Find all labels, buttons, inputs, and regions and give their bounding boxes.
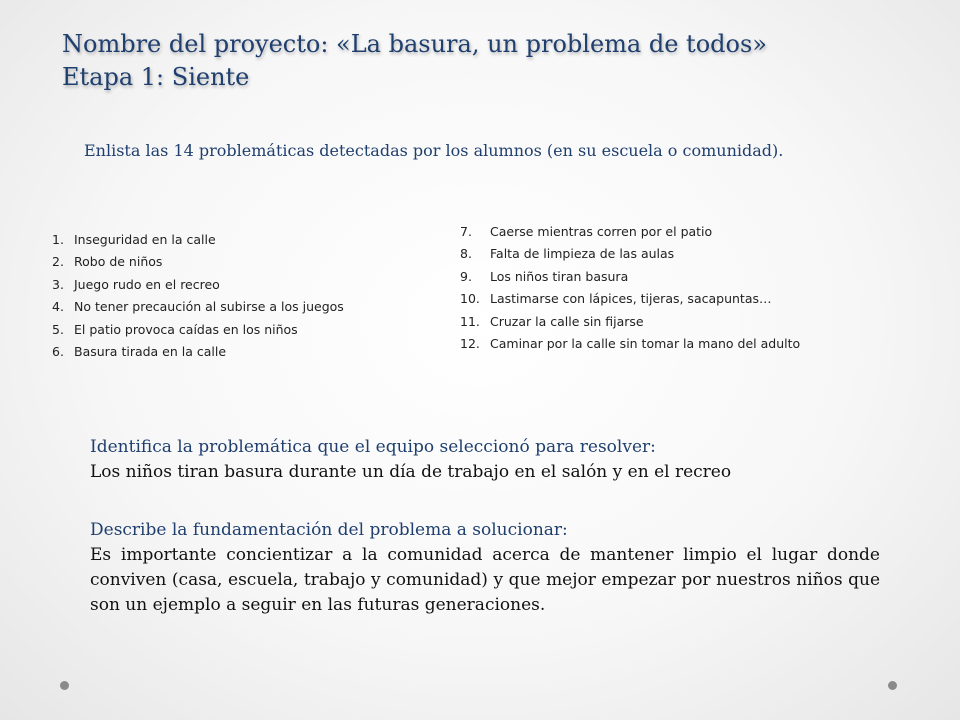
list-item (52, 296, 432, 318)
item-text: Falta de limpieza de las aulas (490, 246, 675, 262)
list-item (52, 274, 432, 296)
problems-list-right (460, 221, 860, 351)
list-item (52, 319, 432, 341)
item-number: 4. (52, 299, 64, 315)
list-item (460, 243, 860, 265)
item-number: 5. (52, 321, 64, 337)
selected-problem-section (90, 435, 880, 485)
item-text: Caerse mientras corren por el patio (490, 224, 713, 239)
stage-label: Etapa 1: Siente (62, 63, 250, 91)
rationale-section (90, 518, 880, 618)
list-item (460, 221, 860, 243)
item-text: Juego rudo en el recreo (74, 276, 220, 292)
rationale-heading: Describe la fundamentación del problema a solucionar: (90, 520, 568, 540)
list-item (52, 251, 432, 273)
item-number: 8. (460, 246, 472, 262)
selected-problem-heading: Identifica la problemática que el equipo seleccionó para resolver: (90, 437, 656, 457)
problems-list-left (52, 229, 432, 363)
item-number: 1. (52, 232, 64, 247)
instruction-text: Enlista las 14 problemáticas detectadas por los alumnos (en su escuela o comunidad). (84, 141, 784, 160)
item-number: 7. (460, 224, 472, 239)
item-number: 11. (460, 313, 480, 329)
item-number: 6. (52, 344, 64, 360)
item-text: Los niños tiran basura (490, 268, 629, 284)
selected-problem-text: Los niños tiran basura durante un día de trabajo en el salón y en el recreo (90, 462, 732, 482)
item-text: El patio provoca caídas en los niños (74, 321, 298, 337)
list-item (52, 341, 432, 363)
item-text: Basura tirada en la calle (74, 344, 227, 360)
item-text: Lastimarse con lápices, tijeras, sacapuntas… (490, 291, 772, 307)
rationale-text: Es importante concientizar a la comunidad acerca de mantener limpio el lugar donde conviven (casa, escuela, trabajo y comunidad) y que mejor empezar por nuestros niños que son un ejemplo a seguir en las futuras generaciones. (90, 545, 880, 615)
item-text: No tener precaución al subirse a los juegos (74, 299, 344, 315)
item-text: Caminar por la calle sin tomar la mano del adulto (490, 336, 801, 352)
list-item (460, 333, 860, 351)
decorative-dot-right (888, 681, 897, 690)
item-text: Cruzar la calle sin fijarse (490, 313, 644, 329)
project-name: Nombre del proyecto: «La basura, un problema de todos» (62, 30, 767, 58)
item-number: 12. (460, 336, 480, 352)
decorative-dot-left (60, 681, 69, 690)
item-number: 2. (52, 254, 64, 270)
list-item (460, 266, 860, 288)
item-number: 9. (460, 268, 472, 284)
item-number: 3. (52, 276, 64, 292)
slide-title (62, 28, 922, 94)
item-text: Inseguridad en la calle (74, 232, 216, 247)
list-item (460, 311, 860, 333)
item-text: Robo de niños (74, 254, 163, 270)
list-item (460, 288, 860, 310)
list-item (52, 229, 432, 251)
item-number: 10. (460, 291, 480, 307)
